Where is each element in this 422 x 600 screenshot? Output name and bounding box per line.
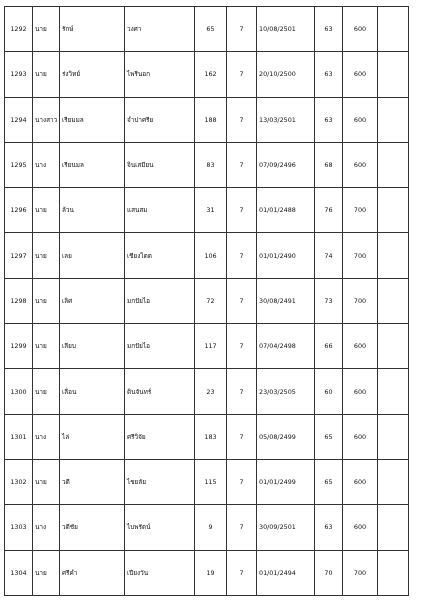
first-name-cell: รักษ์ (60, 7, 125, 52)
row-number: 1297 (5, 233, 33, 278)
title-cell: นาย (33, 188, 60, 233)
amount-cell: 700 (343, 278, 378, 323)
first-name-cell: ร่งวิทย์ (60, 52, 125, 97)
first-name-cell: ล้วน (60, 188, 125, 233)
row-number: 1301 (5, 414, 33, 459)
rate-cell: 7 (227, 414, 257, 459)
years-cell: 73 (315, 278, 343, 323)
table-row (5, 550, 409, 595)
title-cell: นาย (33, 7, 60, 52)
empty-cell (378, 7, 409, 52)
title-cell: นาย (33, 459, 60, 504)
code-cell: 106 (195, 233, 227, 278)
last-name-cell: ศรีวิจัย (125, 414, 195, 459)
row-number: 1295 (5, 142, 33, 187)
rate-cell: 7 (227, 188, 257, 233)
row-number: 1296 (5, 188, 33, 233)
birth-date-cell: 05/08/2499 (257, 414, 315, 459)
first-name-cell: วดี (60, 459, 125, 504)
title-cell: นาย (33, 278, 60, 323)
first-name-cell: เรียมมล (60, 97, 125, 142)
row-number: 1300 (5, 369, 33, 414)
title-cell: นาง (33, 505, 60, 550)
table-row (5, 188, 409, 233)
code-cell: 72 (195, 278, 227, 323)
empty-cell (378, 505, 409, 550)
title-cell: นาย (33, 233, 60, 278)
title-cell: นาย (33, 550, 60, 595)
row-number: 1293 (5, 52, 33, 97)
first-name-cell: ศรีคำ (60, 550, 125, 595)
row-number: 1302 (5, 459, 33, 504)
amount-cell: 600 (343, 369, 378, 414)
last-name-cell: วงศา (125, 7, 195, 52)
years-cell: 60 (315, 369, 343, 414)
code-cell: 183 (195, 414, 227, 459)
birth-date-cell: 10/08/2501 (257, 7, 315, 52)
code-cell: 117 (195, 324, 227, 369)
first-name-cell: เรียนมล (60, 142, 125, 187)
row-number: 1292 (5, 7, 33, 52)
years-cell: 68 (315, 142, 343, 187)
code-cell: 31 (195, 188, 227, 233)
years-cell: 66 (315, 324, 343, 369)
empty-cell (378, 233, 409, 278)
empty-cell (378, 414, 409, 459)
birth-date-cell: 30/08/2491 (257, 278, 315, 323)
last-name-cell: มกปัยไอ (125, 324, 195, 369)
title-cell: นาง (33, 414, 60, 459)
last-name-cell: เชียงไตต (125, 233, 195, 278)
amount-cell: 700 (343, 233, 378, 278)
title-cell: นาย (33, 324, 60, 369)
first-name-cell: เลย (60, 233, 125, 278)
amount-cell: 600 (343, 97, 378, 142)
years-cell: 63 (315, 7, 343, 52)
amount-cell: 700 (343, 550, 378, 595)
title-cell: นาย (33, 369, 60, 414)
rate-cell: 7 (227, 505, 257, 550)
rate-cell: 7 (227, 324, 257, 369)
years-cell: 63 (315, 97, 343, 142)
last-name-cell: ไชยลัย (125, 459, 195, 504)
row-number: 1299 (5, 324, 33, 369)
empty-cell (378, 369, 409, 414)
table-row (5, 414, 409, 459)
last-name-cell: จำปาศรีย (125, 97, 195, 142)
table-row (5, 459, 409, 504)
last-name-cell: มกปัยไอ (125, 278, 195, 323)
birth-date-cell: 23/03/2505 (257, 369, 315, 414)
birth-date-cell: 01/01/2494 (257, 550, 315, 595)
first-name-cell: เลิศ (60, 278, 125, 323)
rate-cell: 7 (227, 52, 257, 97)
amount-cell: 600 (343, 52, 378, 97)
rate-cell: 7 (227, 369, 257, 414)
rate-cell: 7 (227, 278, 257, 323)
birth-date-cell: 01/01/2499 (257, 459, 315, 504)
code-cell: 162 (195, 52, 227, 97)
code-cell: 19 (195, 550, 227, 595)
first-name-cell: เลื่อน (60, 369, 125, 414)
rate-cell: 7 (227, 550, 257, 595)
years-cell: 63 (315, 52, 343, 97)
table-body (5, 7, 409, 596)
row-number: 1298 (5, 278, 33, 323)
birth-date-cell: 07/04/2498 (257, 324, 315, 369)
first-name-cell: วดีชัย (60, 505, 125, 550)
empty-cell (378, 550, 409, 595)
table-row (5, 52, 409, 97)
first-name-cell: เลียบ (60, 324, 125, 369)
pension-roster-table (4, 6, 409, 596)
amount-cell: 600 (343, 7, 378, 52)
last-name-cell: ดินจันทร์ (125, 369, 195, 414)
amount-cell: 700 (343, 188, 378, 233)
birth-date-cell: 07/09/2496 (257, 142, 315, 187)
empty-cell (378, 459, 409, 504)
code-cell: 65 (195, 7, 227, 52)
amount-cell: 600 (343, 459, 378, 504)
amount-cell: 600 (343, 505, 378, 550)
code-cell: 188 (195, 97, 227, 142)
row-number: 1294 (5, 97, 33, 142)
empty-cell (378, 97, 409, 142)
last-name-cell: จินเสมียน (125, 142, 195, 187)
last-name-cell: เปียงวัน (125, 550, 195, 595)
code-cell: 115 (195, 459, 227, 504)
empty-cell (378, 52, 409, 97)
rate-cell: 7 (227, 459, 257, 504)
row-number: 1303 (5, 505, 33, 550)
empty-cell (378, 142, 409, 187)
rate-cell: 7 (227, 97, 257, 142)
birth-date-cell: 20/10/2500 (257, 52, 315, 97)
table-row (5, 278, 409, 323)
rate-cell: 7 (227, 233, 257, 278)
table-row (5, 233, 409, 278)
years-cell: 74 (315, 233, 343, 278)
rate-cell: 7 (227, 142, 257, 187)
rate-cell: 7 (227, 7, 257, 52)
last-name-cell: แสนสม (125, 188, 195, 233)
row-number: 1304 (5, 550, 33, 595)
table-row (5, 142, 409, 187)
amount-cell: 600 (343, 142, 378, 187)
code-cell: 23 (195, 369, 227, 414)
empty-cell (378, 188, 409, 233)
code-cell: 9 (195, 505, 227, 550)
table-row (5, 97, 409, 142)
table-row (5, 369, 409, 414)
years-cell: 65 (315, 414, 343, 459)
empty-cell (378, 278, 409, 323)
last-name-cell: ไพรีนอก (125, 52, 195, 97)
years-cell: 76 (315, 188, 343, 233)
amount-cell: 600 (343, 414, 378, 459)
empty-cell (378, 324, 409, 369)
code-cell: 83 (195, 142, 227, 187)
years-cell: 70 (315, 550, 343, 595)
title-cell: นาง (33, 142, 60, 187)
years-cell: 65 (315, 459, 343, 504)
birth-date-cell: 01/01/2490 (257, 233, 315, 278)
title-cell: นางสาว (33, 97, 60, 142)
birth-date-cell: 13/03/2501 (257, 97, 315, 142)
table-row (5, 505, 409, 550)
table-row (5, 7, 409, 52)
years-cell: 63 (315, 505, 343, 550)
birth-date-cell: 01/01/2488 (257, 188, 315, 233)
birth-date-cell: 30/09/2501 (257, 505, 315, 550)
title-cell: นาย (33, 52, 60, 97)
last-name-cell: ไบพรัตน์ (125, 505, 195, 550)
first-name-cell: ไล่ (60, 414, 125, 459)
amount-cell: 600 (343, 324, 378, 369)
table-row (5, 324, 409, 369)
